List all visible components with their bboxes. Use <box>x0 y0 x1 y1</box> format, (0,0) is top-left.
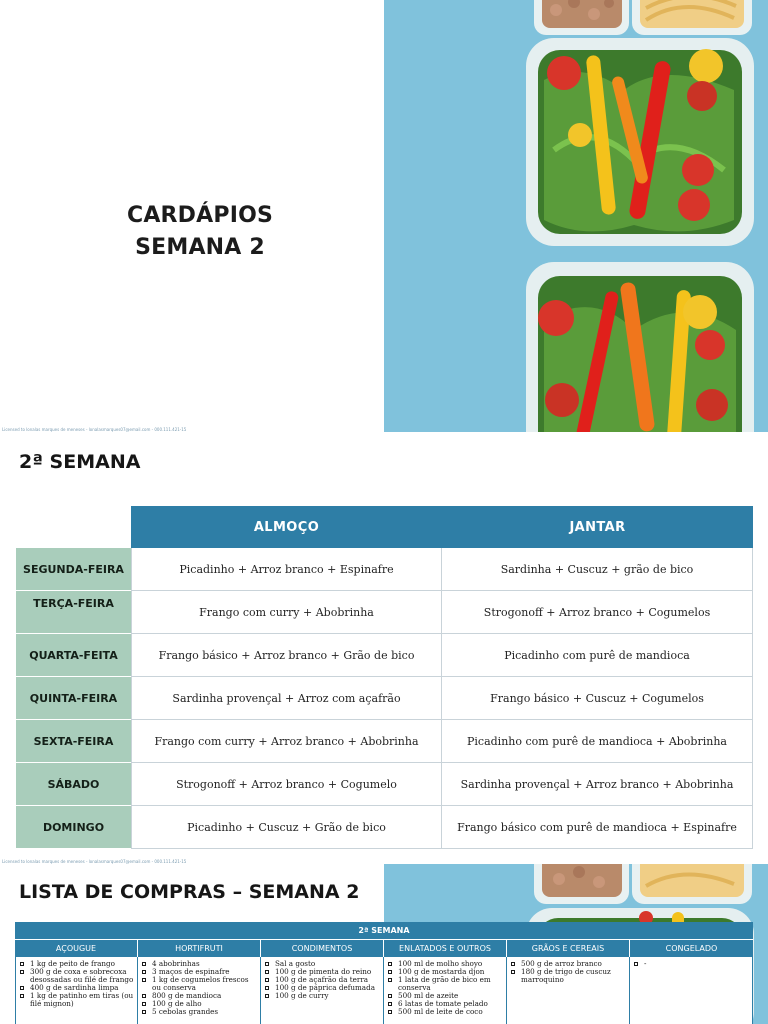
list-item-label: 100 g de mostarda djon <box>398 967 485 976</box>
cover-title-line-2: SEMANA 2 <box>135 235 265 260</box>
day-label: QUINTA-FEIRA <box>16 677 131 720</box>
menu-row-thursday <box>16 677 753 720</box>
dinner-cell: Sardinha provençal + Arroz branco + Abobrinha <box>442 763 753 806</box>
list-item-label: - <box>644 959 647 968</box>
day-label: SEGUNDA-FEIRA <box>16 548 131 591</box>
list-item-label: 1 kg de cogumelos frescos ou conserva <box>152 975 249 992</box>
list-item-label: 500 g de arroz branco <box>521 959 602 968</box>
lunch-cell: Picadinho + Cuscuz + Grão de bico <box>131 806 442 849</box>
list-item-label: 100 ml de molho shoyo <box>398 959 483 968</box>
bullet-icon <box>388 962 392 966</box>
list-item-label: 100 g de páprica defumada <box>275 983 375 992</box>
cover-title <box>90 200 310 264</box>
day-label: DOMINGO <box>16 806 131 849</box>
menu-row-monday <box>16 548 753 591</box>
column-header-dinner: JANTAR <box>442 506 753 548</box>
list-item-label: 1 kg de patinho em tiras (ou filé mignon) <box>30 991 134 1008</box>
shopping-columns <box>15 957 753 1024</box>
dinner-cell: Frango básico + Cuscuz + Cogumelos <box>442 677 753 720</box>
bullet-icon <box>265 994 269 998</box>
list-item <box>634 960 750 968</box>
header-acougue: AÇOUGUE <box>15 940 138 957</box>
list-item <box>265 992 381 1000</box>
bullet-icon <box>388 970 392 974</box>
list-item <box>20 992 135 1008</box>
dinner-cell: Frango básico com purê de mandioca + Espinafre <box>442 806 753 849</box>
column-condimentos <box>261 957 384 1024</box>
bullet-icon <box>388 1010 392 1014</box>
bullet-icon <box>142 994 146 998</box>
bullet-icon <box>388 978 392 982</box>
bullet-icon <box>20 962 24 966</box>
lunch-cell: Sardinha provençal + Arroz com açafrão <box>131 677 442 720</box>
dinner-cell: Strogonoff + Arroz branco + Cogumelos <box>442 591 753 634</box>
lunch-cell: Strogonoff + Arroz branco + Cogumelo <box>131 763 442 806</box>
list-item <box>142 1008 258 1016</box>
day-label: QUARTA-FEITA <box>16 634 131 677</box>
lunch-cell: Frango básico + Arroz branco + Grão de bico <box>131 634 442 677</box>
list-item <box>20 968 135 984</box>
menu-row-wednesday <box>16 634 753 677</box>
bullet-icon <box>142 962 146 966</box>
bullet-icon <box>388 1002 392 1006</box>
list-item-label: 6 latas de tomate pelado <box>398 999 488 1008</box>
license-notice: Licensed to lonalas marques de meneses - lonalasmarques07@email.com - 000.111.421-15 <box>2 427 187 432</box>
header-condimentos: CONDIMENTOS <box>261 940 384 957</box>
list-item-label: 100 g de curry <box>275 991 329 1000</box>
list-item-label: 800 g de mandioca <box>152 991 222 1000</box>
menu-row-friday <box>16 720 753 763</box>
column-hortifruti <box>138 957 261 1024</box>
menu-table <box>16 506 753 849</box>
list-item <box>388 1008 504 1016</box>
day-label: SEXTA-FEIRA <box>16 720 131 763</box>
list-item-label: 400 g de sardinha limpa <box>30 983 119 992</box>
list-item-label: 1 kg de peito de frango <box>30 959 115 968</box>
list-item <box>511 968 627 984</box>
bullet-icon <box>511 970 515 974</box>
list-item-label: 100 g de açafrão da terra <box>275 975 369 984</box>
list-item-label: 500 ml de azeite <box>398 991 459 1000</box>
menu-page <box>0 432 768 864</box>
list-item-label: 1 lata de grão de bico em conserva <box>398 975 491 992</box>
menu-row-saturday <box>16 763 753 806</box>
day-label: TERÇA-FEIRA <box>16 591 131 634</box>
bullet-icon <box>265 978 269 982</box>
list-item-label: 300 g de coxa e sobrecoxa desossadas ou filé de frango <box>30 967 134 984</box>
menu-row-sunday <box>16 806 753 849</box>
header-enlatados: ENLATADOS E OUTROS <box>384 940 507 957</box>
column-congelado <box>630 957 753 1024</box>
bullet-icon <box>634 962 638 966</box>
shopping-list-title: LISTA DE COMPRAS – SEMANA 2 <box>19 881 360 903</box>
bullet-icon <box>142 1010 146 1014</box>
list-item-label: 4 abobrinhas <box>152 959 200 968</box>
shopping-table <box>15 922 753 1024</box>
cover-title-line-1: CARDÁPIOS <box>126 203 274 228</box>
list-item-label: 3 maços de espinafre <box>152 967 230 976</box>
dinner-cell: Sardinha + Cuscuz + grão de bico <box>442 548 753 591</box>
bullet-icon <box>265 970 269 974</box>
lunch-cell: Frango com curry + Arroz branco + Abobrinha <box>131 720 442 763</box>
menu-row-tuesday <box>16 591 753 634</box>
list-item <box>142 976 258 992</box>
list-item <box>388 976 504 992</box>
column-header-lunch: ALMOÇO <box>131 506 442 548</box>
bullet-icon <box>20 994 24 998</box>
list-item-label: 100 g de pimenta do reino <box>275 967 372 976</box>
shopping-list-page <box>0 864 768 1024</box>
column-graos <box>507 957 630 1024</box>
lunch-cell: Frango com curry + Abobrinha <box>131 591 442 634</box>
shopping-table-headers <box>15 940 753 957</box>
bullet-icon <box>142 978 146 982</box>
shopping-table-caption: 2ª SEMANA <box>15 922 753 940</box>
license-notice: Licensed to lonalas marques de meneses - lonalasmarques07@email.com - 000.111.421-15 <box>2 859 187 864</box>
list-item-label: 500 ml de leite de coco <box>398 1007 483 1016</box>
header-graos: GRÃOS E CEREAIS <box>507 940 630 957</box>
bullet-icon <box>511 962 515 966</box>
week-title: 2ª SEMANA <box>19 451 141 473</box>
list-item-label: 5 cebolas grandes <box>152 1007 219 1016</box>
bullet-icon <box>142 970 146 974</box>
cover-page <box>0 0 768 432</box>
bullet-icon <box>265 986 269 990</box>
header-congelado: CONGELADO <box>630 940 753 957</box>
column-enlatados <box>384 957 507 1024</box>
bullet-icon <box>388 994 392 998</box>
bullet-icon <box>20 970 24 974</box>
dinner-cell: Picadinho com purê de mandioca <box>442 634 753 677</box>
menu-rows <box>16 548 753 849</box>
list-item-label: 180 g de trigo de cuscuz marroquino <box>521 967 611 984</box>
list-item-label: 100 g de alho <box>152 999 202 1008</box>
bullet-icon <box>20 986 24 990</box>
lunch-cell: Picadinho + Arroz branco + Espinafre <box>131 548 442 591</box>
dinner-cell: Picadinho com purê de mandioca + Abobrinha <box>442 720 753 763</box>
header-hortifruti: HORTIFRUTI <box>138 940 261 957</box>
meal-prep-photo <box>384 0 768 432</box>
column-acougue <box>15 957 138 1024</box>
list-item-label: Sal a gosto <box>275 959 316 968</box>
bullet-icon <box>142 1002 146 1006</box>
day-label: SÁBADO <box>16 763 131 806</box>
bullet-icon <box>265 962 269 966</box>
